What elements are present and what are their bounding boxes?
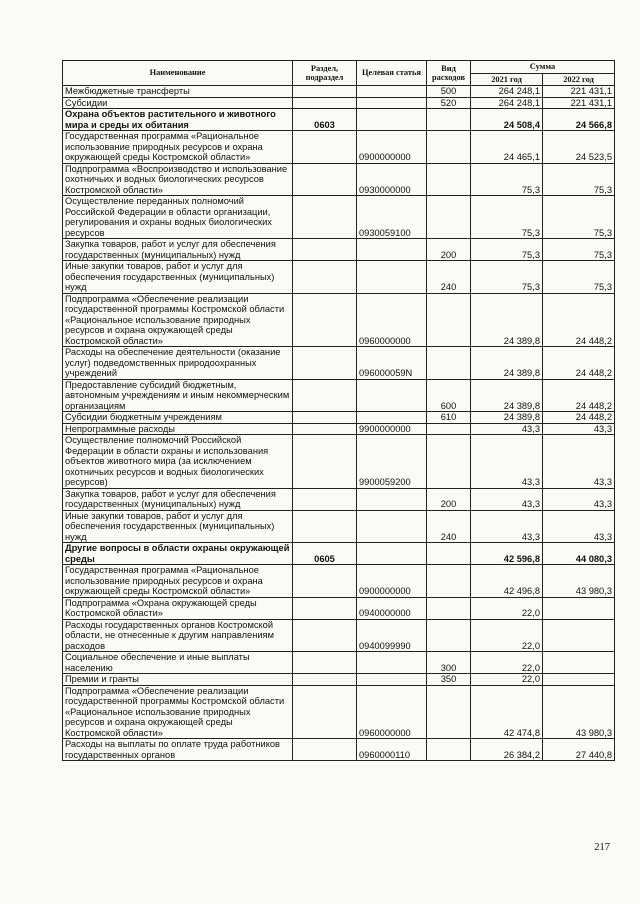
cell-name: Осуществление полномочий Российской Федерации в области охраны и использования объектов животного мира (за исключением охотничьих ресурсов и водных биологических ресурсов) xyxy=(63,435,293,489)
cell-name: Социальное обеспечение и иные выплаты населению xyxy=(63,652,293,674)
cell-2022 xyxy=(543,597,615,619)
cell-type: 610 xyxy=(427,412,471,424)
cell-section xyxy=(293,347,357,380)
cell-section xyxy=(293,597,357,619)
cell-section xyxy=(293,739,357,761)
col-header-2022: 2022 год xyxy=(543,73,615,86)
cell-type: 350 xyxy=(427,674,471,686)
page-number: 217 xyxy=(594,842,610,853)
table-row xyxy=(63,86,615,98)
cell-type: 500 xyxy=(427,86,471,98)
cell-type: 240 xyxy=(427,510,471,543)
cell-2022: 75,3 xyxy=(543,239,615,261)
cell-section xyxy=(293,412,357,424)
cell-type xyxy=(427,163,471,196)
table-row xyxy=(63,163,615,196)
cell-target: 0930000000 xyxy=(357,163,427,196)
header-row-top xyxy=(63,61,615,74)
cell-name: Государственная программа «Рациональное использование природных ресурсов и охрана окружающей среды Костромской области» xyxy=(63,131,293,164)
cell-2021: 42 496,8 xyxy=(471,565,543,598)
cell-2021: 24 389,8 xyxy=(471,379,543,412)
cell-section xyxy=(293,565,357,598)
cell-section xyxy=(293,510,357,543)
cell-2021: 75,3 xyxy=(471,261,543,294)
cell-section xyxy=(293,619,357,652)
cell-2021: 26 384,2 xyxy=(471,739,543,761)
cell-target xyxy=(357,488,427,510)
cell-target xyxy=(357,412,427,424)
cell-name: Расходы на выплаты по оплате труда работников государственных органов xyxy=(63,739,293,761)
cell-name: Расходы государственных органов Костромской области, не отнесенные к другим направлениям расходов xyxy=(63,619,293,652)
cell-2021: 22,0 xyxy=(471,597,543,619)
table-row xyxy=(63,196,615,239)
cell-section xyxy=(293,435,357,489)
cell-2022: 221 431,1 xyxy=(543,97,615,109)
table-row xyxy=(63,109,615,131)
cell-target: 0900000000 xyxy=(357,131,427,164)
cell-type: 300 xyxy=(427,652,471,674)
cell-2021: 22,0 xyxy=(471,619,543,652)
cell-type xyxy=(427,196,471,239)
cell-2021: 22,0 xyxy=(471,652,543,674)
cell-2022: 24 448,2 xyxy=(543,379,615,412)
cell-name: Государственная программа «Рациональное использование природных ресурсов и охрана окружающей среды Костромской области» xyxy=(63,565,293,598)
cell-target xyxy=(357,109,427,131)
table-row xyxy=(63,488,615,510)
cell-name: Подпрограмма «Охрана окружающей среды Костромской области» xyxy=(63,597,293,619)
table-row xyxy=(63,435,615,489)
cell-target: 0930059100 xyxy=(357,196,427,239)
cell-target xyxy=(357,652,427,674)
cell-type xyxy=(427,293,471,347)
cell-target xyxy=(357,674,427,686)
cell-type xyxy=(427,685,471,739)
cell-2021: 42 596,8 xyxy=(471,543,543,565)
cell-section xyxy=(293,261,357,294)
cell-name: Предоставление субсидий бюджетным, автономным учреждениям и иным некоммерческим организациям xyxy=(63,379,293,412)
cell-2022: 221 431,1 xyxy=(543,86,615,98)
cell-name: Подпрограмма «Обеспечение реализации государственной программы Костромской области «Рациональное использование природных ресурсов и охрана окружающей среды Костромской области» xyxy=(63,293,293,347)
cell-section xyxy=(293,293,357,347)
cell-section xyxy=(293,239,357,261)
table-body xyxy=(63,86,615,761)
cell-section: 0603 xyxy=(293,109,357,131)
cell-type: 240 xyxy=(427,261,471,294)
cell-2021: 75,3 xyxy=(471,196,543,239)
cell-target: 0960000000 xyxy=(357,293,427,347)
cell-2021: 22,0 xyxy=(471,674,543,686)
cell-2021: 24 465,1 xyxy=(471,131,543,164)
cell-2022: 24 523,5 xyxy=(543,131,615,164)
cell-type xyxy=(427,543,471,565)
cell-target: 096000059N xyxy=(357,347,427,380)
cell-name: Закупка товаров, работ и услуг для обеспечения государственных (муниципальных) нужд xyxy=(63,488,293,510)
cell-2021: 264 248,1 xyxy=(471,97,543,109)
col-header-sum: Сумма xyxy=(471,61,615,74)
cell-2022: 27 440,8 xyxy=(543,739,615,761)
cell-name: Расходы на обеспечение деятельности (оказание услуг) подведомственных природоохранных учреждений xyxy=(63,347,293,380)
cell-type xyxy=(427,619,471,652)
cell-2022: 44 080,3 xyxy=(543,543,615,565)
cell-2021: 24 389,8 xyxy=(471,293,543,347)
cell-2022: 43 980,3 xyxy=(543,565,615,598)
cell-2022: 75,3 xyxy=(543,163,615,196)
cell-target xyxy=(357,379,427,412)
cell-section xyxy=(293,685,357,739)
cell-2021: 43,3 xyxy=(471,423,543,435)
cell-target: 0960000000 xyxy=(357,685,427,739)
cell-target xyxy=(357,239,427,261)
cell-section xyxy=(293,86,357,98)
cell-2022: 24 566,8 xyxy=(543,109,615,131)
cell-2022: 24 448,2 xyxy=(543,412,615,424)
table-row xyxy=(63,674,615,686)
cell-type: 200 xyxy=(427,488,471,510)
cell-type xyxy=(427,739,471,761)
cell-type: 600 xyxy=(427,379,471,412)
cell-section xyxy=(293,163,357,196)
cell-type: 200 xyxy=(427,239,471,261)
cell-target xyxy=(357,97,427,109)
table-row xyxy=(63,565,615,598)
cell-2022: 24 448,2 xyxy=(543,347,615,380)
cell-section xyxy=(293,674,357,686)
cell-name: Подпрограмма «Воспроизводство и использование охотничьих и водных биологических ресурсов Костромской области» xyxy=(63,163,293,196)
cell-target: 0940000000 xyxy=(357,597,427,619)
col-header-section: Раздел, подраздел xyxy=(293,61,357,86)
cell-section xyxy=(293,652,357,674)
cell-2022: 75,3 xyxy=(543,196,615,239)
table-row xyxy=(63,543,615,565)
cell-type xyxy=(427,565,471,598)
table-row xyxy=(63,131,615,164)
cell-target xyxy=(357,86,427,98)
table-row xyxy=(63,261,615,294)
cell-2022: 24 448,2 xyxy=(543,293,615,347)
cell-section xyxy=(293,196,357,239)
cell-2021: 24 508,4 xyxy=(471,109,543,131)
cell-section xyxy=(293,97,357,109)
col-header-name: Наименование xyxy=(63,61,293,86)
cell-2022 xyxy=(543,619,615,652)
table-row xyxy=(63,412,615,424)
col-header-2021: 2021 год xyxy=(471,73,543,86)
cell-section xyxy=(293,488,357,510)
cell-2022 xyxy=(543,674,615,686)
table-row xyxy=(63,239,615,261)
cell-target xyxy=(357,510,427,543)
cell-2022: 43,3 xyxy=(543,488,615,510)
cell-name: Иные закупки товаров, работ и услуг для обеспечения государственных (муниципальных) нужд xyxy=(63,510,293,543)
table-row xyxy=(63,347,615,380)
table-row xyxy=(63,685,615,739)
cell-2021: 43,3 xyxy=(471,488,543,510)
cell-2021: 43,3 xyxy=(471,510,543,543)
cell-2021: 75,3 xyxy=(471,239,543,261)
cell-type xyxy=(427,597,471,619)
cell-name: Межбюджетные трансферты xyxy=(63,86,293,98)
cell-target: 9900000000 xyxy=(357,423,427,435)
cell-type xyxy=(427,347,471,380)
cell-target: 0940099990 xyxy=(357,619,427,652)
cell-type xyxy=(427,435,471,489)
cell-section xyxy=(293,379,357,412)
cell-2022 xyxy=(543,652,615,674)
table-row xyxy=(63,510,615,543)
cell-type xyxy=(427,131,471,164)
cell-type xyxy=(427,423,471,435)
cell-2022: 43,3 xyxy=(543,423,615,435)
cell-2021: 264 248,1 xyxy=(471,86,543,98)
cell-name: Другие вопросы в области охраны окружающей среды xyxy=(63,543,293,565)
cell-2021: 43,3 xyxy=(471,435,543,489)
cell-name: Закупка товаров, работ и услуг для обеспечения государственных (муниципальных) нужд xyxy=(63,239,293,261)
cell-type: 520 xyxy=(427,97,471,109)
cell-target xyxy=(357,543,427,565)
cell-section xyxy=(293,131,357,164)
table-row xyxy=(63,97,615,109)
cell-2022: 43,3 xyxy=(543,435,615,489)
cell-section: 0605 xyxy=(293,543,357,565)
cell-target: 9900059200 xyxy=(357,435,427,489)
cell-2021: 75,3 xyxy=(471,163,543,196)
cell-target: 0900000000 xyxy=(357,565,427,598)
cell-2022: 43,3 xyxy=(543,510,615,543)
cell-target xyxy=(357,261,427,294)
cell-name: Непрограммные расходы xyxy=(63,423,293,435)
cell-name: Субсидии бюджетным учреждениям xyxy=(63,412,293,424)
cell-2021: 24 389,8 xyxy=(471,412,543,424)
cell-name: Охрана объектов растительного и животного мира и среды их обитания xyxy=(63,109,293,131)
cell-type xyxy=(427,109,471,131)
table-row xyxy=(63,423,615,435)
table-row xyxy=(63,739,615,761)
cell-target: 0960000110 xyxy=(357,739,427,761)
table-row xyxy=(63,379,615,412)
cell-name: Осуществление переданных полномочий Российской Федерации в области организации, регулирования и охраны водных биологических ресурсов xyxy=(63,196,293,239)
col-header-target: Целевая статья xyxy=(357,61,427,86)
cell-2022: 43 980,3 xyxy=(543,685,615,739)
cell-name: Субсидии xyxy=(63,97,293,109)
col-header-type: Вид расходов xyxy=(427,61,471,86)
cell-name: Премии и гранты xyxy=(63,674,293,686)
table-row xyxy=(63,619,615,652)
cell-2022: 75,3 xyxy=(543,261,615,294)
cell-2021: 42 474,8 xyxy=(471,685,543,739)
budget-table xyxy=(62,60,615,761)
cell-2021: 24 389,8 xyxy=(471,347,543,380)
cell-name: Иные закупки товаров, работ и услуг для обеспечения государственных (муниципальных) нужд xyxy=(63,261,293,294)
cell-name: Подпрограмма «Обеспечение реализации государственной программы Костромской области «Рациональное использование природных ресурсов и охрана окружающей среды Костромской области» xyxy=(63,685,293,739)
table-row xyxy=(63,597,615,619)
cell-section xyxy=(293,423,357,435)
table-row xyxy=(63,652,615,674)
table-row xyxy=(63,293,615,347)
